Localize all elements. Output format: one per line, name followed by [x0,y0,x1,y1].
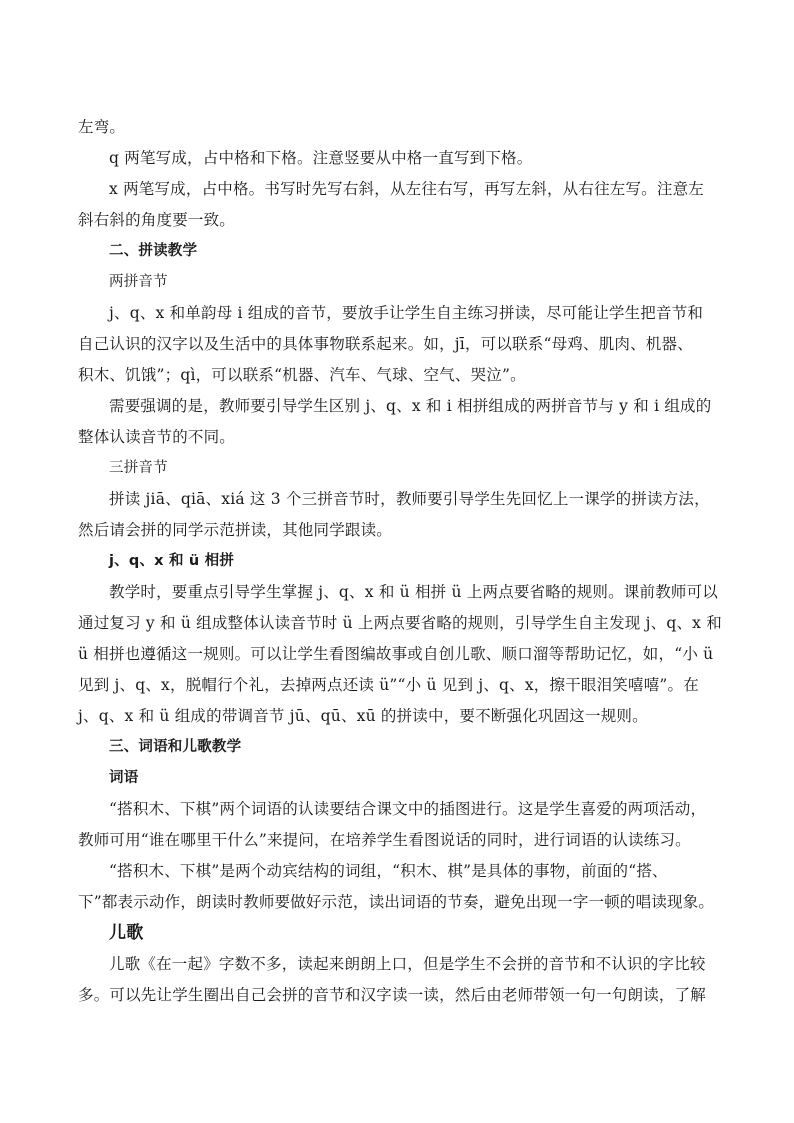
paragraph-line: x 两笔写成，占中格。书写时先写右斜，从左往右写，再写左斜，从右往左写。注意左 [109,180,704,198]
paragraph-line: j、q、x 和单韵母 i 组成的音节，要放手让学生自主练习拼读，尽可能让学生把音节和 [109,304,704,322]
paragraph-line: 然后请会拼的同学示范拼读，其他同学跟读。 [78,521,393,539]
paragraph-line: 自己认识的汉字以及生活中的具体事物联系起来。如，jī，可以联系“母鸡、肌肉、机器、 [78,335,693,353]
paragraph-line: 儿歌《在一起》字数不多，读起来朗朗上口，但是学生不会拼的音节和不认识的字比较 [109,955,706,973]
paragraph-line: “搭积木、下棋”两个词语的认读要结合课文中的插图进行。这是学生喜爱的两项活动， [109,800,707,818]
subsection-heading: 儿歌 [109,923,144,943]
subsection-heading: 三拼音节 [109,460,168,476]
paragraph-line: 斜右斜的角度要一致。 [78,211,236,229]
paragraph-line: 见到 j、q、x，脱帽行个礼，去掉两点还读 ü”“小 ü 见到 j、q、x，擦干眼泪笑嘻嘻”。在 [78,676,699,694]
paragraph-line: 通过复习 y 和 ü 组成整体认读音节时 ü 上两点要省略的规则，引导学生自主发现 j、q、x 和 [78,614,722,632]
paragraph-line: 需要强调的是，教师要引导学生区别 j、q、x 和 i 相拼组成的两拼音节与 y 和 i 组成的 [109,397,712,415]
paragraph-line: 教师可用“谁在哪里干什么”来提问，在培养学生看图说话的同时，进行词语的认读练习。 [78,831,691,849]
paragraph-line: 整体认读音节的不同。 [78,428,236,446]
paragraph-line: q 两笔写成，占中格和下格。注意竖要从中格一直写到下格。 [109,149,533,167]
paragraph-line: 下”都表示动作，朗读时教师要做好示范，读出词语的节奏，避免出现一字一顿的唱读现象。 [78,893,715,911]
paragraph-line: j、q、x 和 ü 组成的带调音节 jū、qū、xū 的拼读中，要不断强化巩固这一规则。 [78,707,648,725]
paragraph-line: 教学时，要重点引导学生掌握 j、q、x 和 ü 相拼 ü 上两点要省略的规则。课前教师可以 [109,583,718,601]
paragraph-line: 拼读 jiā、qiā、xiá 这 3 个三拼音节时，教师要引导学生先回忆上一课学的拼读方法， [109,490,710,508]
paragraph-line: ü 相拼也遵循这一规则。可以让学生看图编故事或自创儿歌、顺口溜等帮助记忆，如，“小 ü [78,645,714,663]
paragraph-line: “搭积木、下棋”是两个动宾结构的词组，“积木、棋”是具体的事物，前面的“搭、 [109,862,668,880]
subsection-heading: j、q、x 和 ü 相拼 [109,553,235,569]
paragraph-line: 积木、饥饿”；qì，可以联系“机器、汽车、气球、空气、哭泣”。 [78,366,526,384]
subsection-heading: 两拼音节 [109,274,168,290]
paragraph-line: 左弯。 [78,118,126,136]
section-heading: 二、拼读教学 [109,243,198,259]
paragraph-line: 多。可以先让学生圈出自己会拼的音节和汉字读一读，然后由老师带领一句一句朗读，了解 [78,986,707,1004]
subsection-heading: 词语 [109,770,139,786]
document-page [78,112,722,1011]
section-heading: 三、词语和儿歌教学 [109,739,242,755]
